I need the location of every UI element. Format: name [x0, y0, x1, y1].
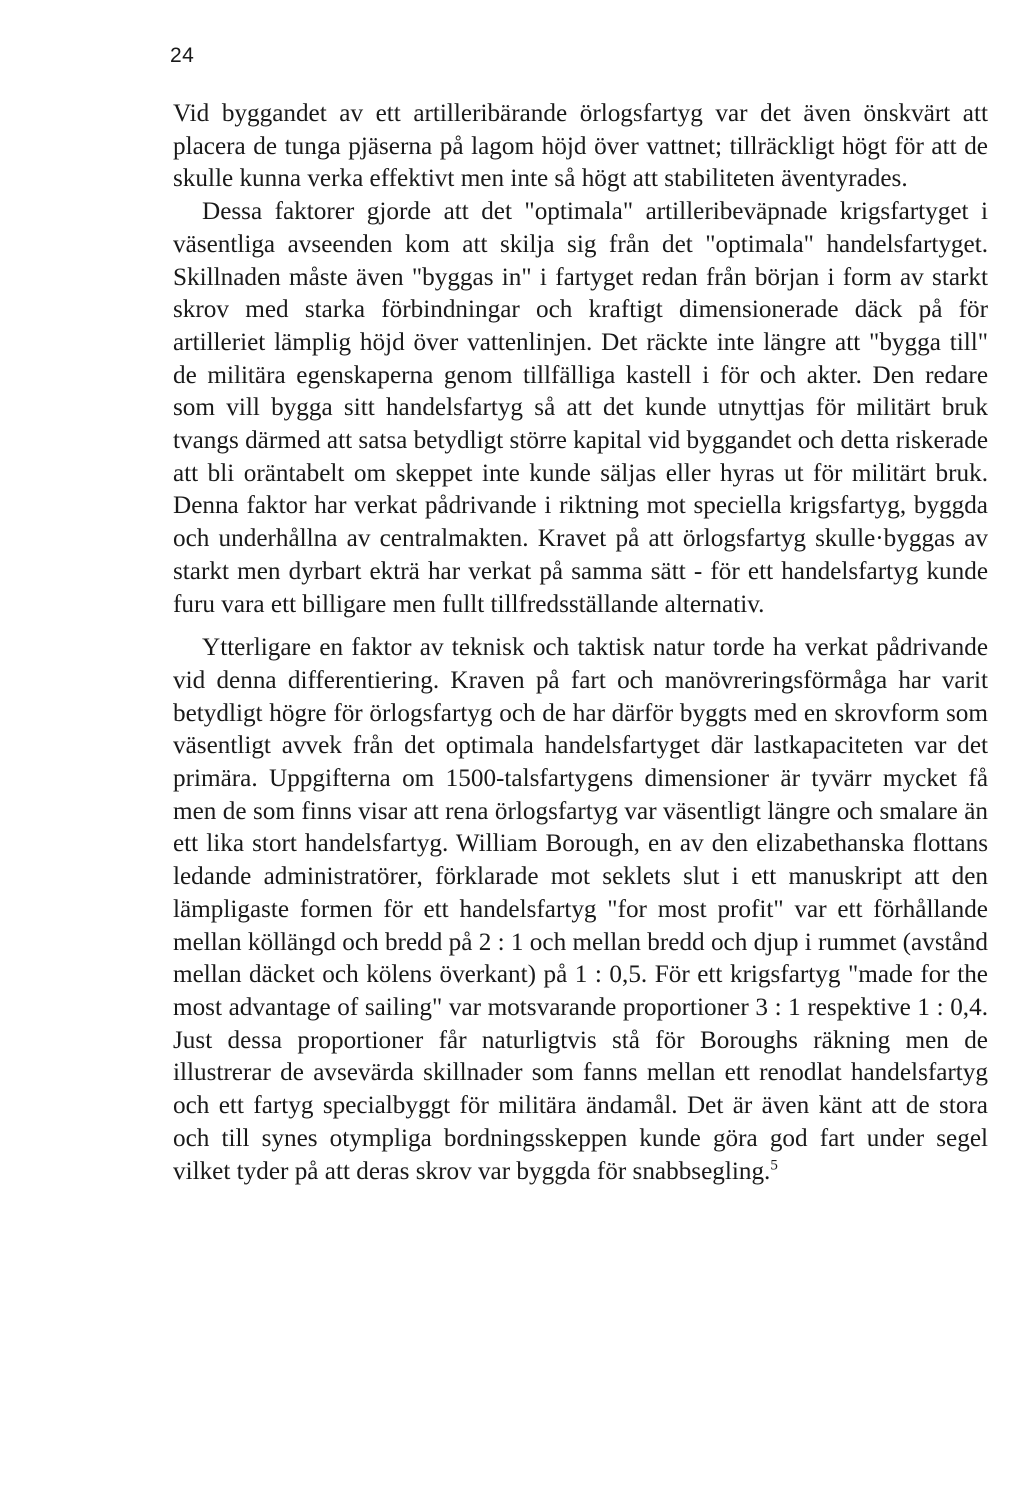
body-text	[173, 98, 988, 1188]
paragraph-1: Vid byggandet av ett artilleribärande örlogsfartyg var det även önskvärt att placera de tunga pjäserna på lagom höjd över vattnet; tillräckligt högt för att de skulle kunna verka effektivt men inte så högt att stabiliteten äventyrades.	[173, 100, 988, 193]
paragraph-3	[173, 632, 988, 1188]
footnote-reference[interactable]: 5	[770, 1157, 778, 1174]
paragraph-2: Dessa faktorer gjorde att det "optimala" artilleribeväpnade krigsfartyget i väsentliga avseenden kom att skilja sig från det "optimala" handelsfartyget. Skillnaden måste även "byggas in" i fartyget redan från början i form av starkt skrov med starka förbindningar och kraftigt dimensionerade däck på för artilleriet lämplig höjd över vattenlinjen. Det räckte inte längre att "bygga till" de militära egenskaperna genom tillfälliga kastell i för och akter. Den redare som vill bygga sitt handelsfartyg så att det kunde utnyttjas för militärt bruk tvangs därmed att satsa betydligt större kapital vid byggandet och detta riskerade att bli oräntabelt om skeppet inte kunde säljas eller hyras ut för militärt bruk. Denna faktor har verkat pådrivande i riktning mot speciella krigsfartyg, byggda och underhållna av centralmakten. Kravet på att örlogsfartyg skulle·byggas av starkt men dyrbart ekträ har verkat på samma sätt - för ett handelsfartyg kunde furu vara ett billigare men fullt tillfredsställande alternativ.	[173, 198, 988, 618]
paragraph-3-text: Ytterligare en faktor av teknisk och taktisk natur torde ha verkat pådrivande vid denna differentiering. Kraven på fart och manövreringsförmåga har varit betydligt högre för örlogsfartyg och de har därför byggts med en skrovform som väsentligt avvek från det optimala handelsfartyget där lastkapaciteten var det primära. Uppgifterna om 1500-talsfartygens dimensioner är tyvärr mycket få men de som finns visar att rena örlogsfartyg var väsentligt längre och smalare än ett lika stort handelsfartyg. William Borough, en av den elizabethanska flottans ledande administratörer, förklarade mot seklets slut i ett manuskript att den lämpligaste formen för ett handelsfartyg "for most profit" var ett förhållande mellan köllängd och bredd på 2 : 1 och mellan bredd och djup i rummet (avstånd mellan däcket och kölens överkant) på 1 : 0,5. För ett krigsfartyg "made for the most advantage of sailing" var motsvarande proportioner 3 : 1 respektive 1 : 0,4. Just dessa proportioner får naturligtvis stå för Boroughs räkning men de illustrerar de avsevärda skillnader som fanns mellan ett renodlat handelsfartyg och ett fartyg specialbyggt för militära ändamål. Det är även känt att de stora och till synes otympliga bordningsskeppen kunde göra god fart under segel vilket tyder på att deras skrov var byggda för snabbsegling.	[173, 634, 988, 1185]
page-number: 24	[170, 44, 195, 67]
